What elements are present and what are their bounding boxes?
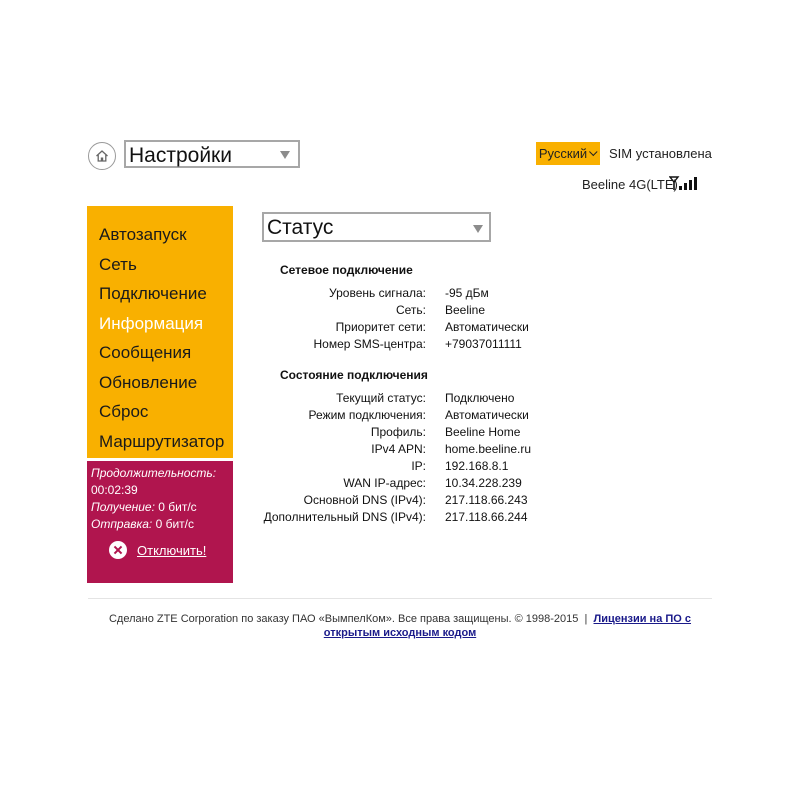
footer bbox=[88, 612, 712, 640]
primary-dns-value: 217.118.66.243 bbox=[445, 493, 528, 507]
profile-value: Beeline Home bbox=[445, 425, 521, 439]
operator-label: Beeline 4G(LTE) bbox=[582, 177, 678, 192]
ip-label: IP: bbox=[411, 459, 426, 473]
chevron-down-icon bbox=[589, 147, 597, 155]
sidebar-item-router[interactable]: Маршрутизатор bbox=[99, 432, 225, 451]
receive-row bbox=[91, 500, 197, 514]
apn-label: IPv4 APN: bbox=[371, 442, 426, 456]
primary-dns-label: Основной DNS (IPv4): bbox=[303, 493, 426, 507]
network-section-title: Сетевое подключение bbox=[280, 263, 413, 277]
connection-mode-value: Автоматически bbox=[445, 408, 529, 422]
language-label: Русский bbox=[538, 146, 588, 161]
home-icon bbox=[95, 149, 109, 163]
network-value: Beeline bbox=[445, 303, 486, 317]
receive-value: 0 бит/с bbox=[158, 500, 197, 514]
profile-label: Профиль: bbox=[370, 425, 426, 439]
send-value: 0 бит/с bbox=[155, 517, 194, 531]
sidebar-item-autostart[interactable]: Автозапуск bbox=[99, 225, 187, 244]
current-status-value: Подключено bbox=[445, 391, 515, 405]
apn-value: home.beeline.ru bbox=[445, 442, 532, 456]
footer-separator: | bbox=[584, 613, 588, 625]
settings-select[interactable] bbox=[124, 140, 300, 168]
signal-strength-icon bbox=[669, 176, 699, 190]
status-select[interactable] bbox=[262, 212, 491, 242]
wan-ip-value: 10.34.228.239 bbox=[445, 476, 522, 490]
wan-ip-label: WAN IP-адрес: bbox=[343, 476, 426, 490]
sidebar-item-messages[interactable]: Сообщения bbox=[99, 343, 192, 362]
language-select[interactable] bbox=[536, 142, 600, 165]
network-priority-value: Автоматически bbox=[445, 320, 529, 334]
footer-copyright: Сделано ZTE Corporation по заказу ПАО «ВымпелКом». Все права защищены. © 1998-2015 bbox=[108, 613, 579, 625]
chevron-down-icon bbox=[280, 151, 290, 159]
signal-level-value: -95 дБм bbox=[445, 286, 489, 300]
settings-select-label: Настройки bbox=[129, 144, 232, 167]
sidebar-item-information[interactable]: Информация bbox=[99, 314, 204, 333]
ip-value: 192.168.8.1 bbox=[445, 459, 509, 473]
send-label: Отправка: bbox=[91, 517, 153, 531]
disconnect-button[interactable] bbox=[109, 541, 206, 559]
send-row bbox=[91, 517, 194, 531]
secondary-dns-value: 217.118.66.244 bbox=[445, 510, 528, 524]
connection-section-title: Состояние подключения bbox=[280, 368, 428, 382]
network-priority-label: Приоритет сети: bbox=[335, 320, 426, 334]
sim-status: SIM установлена bbox=[609, 146, 712, 161]
home-button[interactable] bbox=[88, 142, 116, 170]
sms-center-label: Номер SMS-центра: bbox=[313, 337, 426, 351]
chevron-down-icon bbox=[473, 225, 483, 233]
duration-label: Продолжительность: bbox=[91, 466, 217, 480]
connection-mode-label: Режим подключения: bbox=[308, 408, 426, 422]
sidebar-item-network[interactable]: Сеть bbox=[99, 255, 137, 274]
network-label: Сеть: bbox=[395, 303, 426, 317]
secondary-dns-label: Дополнительный DNS (IPv4): bbox=[263, 510, 426, 524]
duration-value: 00:02:39 bbox=[91, 483, 138, 497]
current-status-label: Текущий статус: bbox=[336, 391, 426, 405]
sidebar-item-connection[interactable]: Подключение bbox=[99, 284, 207, 303]
connection-info-panel bbox=[87, 461, 233, 583]
status-select-label: Статус bbox=[267, 216, 334, 239]
sidebar-menu bbox=[87, 206, 233, 458]
disconnect-label: Отключить! bbox=[137, 542, 207, 558]
sidebar-item-reset[interactable]: Сброс bbox=[99, 402, 149, 421]
close-icon bbox=[109, 541, 127, 559]
sms-center-value: +79037011111 bbox=[445, 337, 522, 351]
footer-divider bbox=[88, 598, 712, 599]
signal-level-label: Уровень сигнала: bbox=[329, 286, 426, 300]
receive-label: Получение: bbox=[91, 500, 155, 514]
sidebar-item-update[interactable]: Обновление bbox=[99, 373, 198, 392]
open-source-license-link[interactable]: Лицензии на ПО с открытым исходным кодом bbox=[323, 613, 692, 639]
